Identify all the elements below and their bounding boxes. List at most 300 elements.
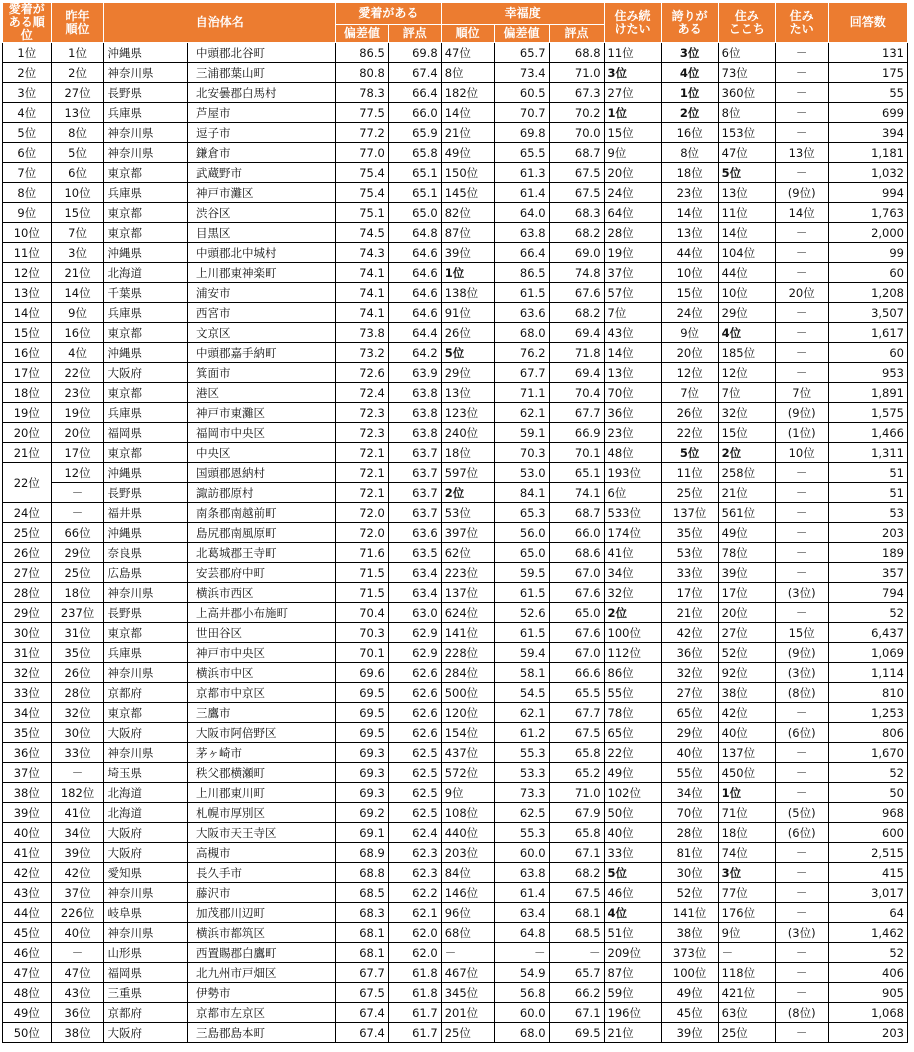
cell-happiness-deviation: 65.7 — [494, 43, 549, 63]
cell-want-to-live: － — [775, 123, 828, 143]
cell-city: 茅ヶ崎市 — [187, 743, 335, 763]
cell-happiness-rank: 201位 — [441, 1003, 494, 1023]
cell-attachment-score: 62.5 — [388, 783, 441, 803]
cell-prefecture: 東京都 — [104, 223, 188, 243]
cell-attachment-deviation: 69.5 — [336, 703, 389, 723]
cell-proud: 20位 — [661, 343, 718, 363]
cell-city: 三浦郡葉山町 — [187, 63, 335, 83]
cell-attachment-score: 64.6 — [388, 283, 441, 303]
cell-rank: 37位 — [3, 763, 52, 783]
cell-rank: 33位 — [3, 683, 52, 703]
cell-happiness-score: 67.5 — [549, 163, 604, 183]
cell-answers: 52 — [828, 763, 907, 783]
cell-want-to-live: － — [775, 523, 828, 543]
cell-happiness-deviation: 86.5 — [494, 263, 549, 283]
cell-attachment-score: 62.0 — [388, 943, 441, 963]
cell-happiness-score: 67.5 — [549, 183, 604, 203]
table-row — [3, 503, 908, 523]
cell-comfort: 92位 — [718, 663, 775, 683]
cell-happiness-rank: 146位 — [441, 883, 494, 903]
cell-happiness-rank: 82位 — [441, 203, 494, 223]
cell-want-keep-living: 7位 — [604, 303, 661, 323]
cell-comfort: 3位 — [718, 863, 775, 883]
cell-happiness-deviation: 61.5 — [494, 283, 549, 303]
cell-prefecture: 東京都 — [104, 203, 188, 223]
cell-want-to-live: － — [775, 503, 828, 523]
cell-city: 逗子市 — [187, 123, 335, 143]
cell-want-to-live: (5位) — [775, 803, 828, 823]
cell-happiness-rank: 150位 — [441, 163, 494, 183]
cell-attachment-score: 62.9 — [388, 643, 441, 663]
cell-city: 中頭郡北中城村 — [187, 243, 335, 263]
cell-prefecture: 京都府 — [104, 1003, 188, 1023]
cell-prefecture: 大阪府 — [104, 363, 188, 383]
cell-prev-rank: 35位 — [51, 643, 104, 663]
cell-happiness-rank: 397位 — [441, 523, 494, 543]
cell-rank: 47位 — [3, 963, 52, 983]
cell-answers: 175 — [828, 63, 907, 83]
cell-prefecture: 愛知県 — [104, 863, 188, 883]
cell-want-keep-living: 19位 — [604, 243, 661, 263]
cell-rank: 38位 — [3, 783, 52, 803]
cell-happiness-rank: 2位 — [441, 483, 494, 503]
cell-proud: 65位 — [661, 703, 718, 723]
cell-happiness-score: 66.6 — [549, 663, 604, 683]
cell-happiness-score: 65.8 — [549, 743, 604, 763]
cell-happiness-deviation: 70.3 — [494, 443, 549, 463]
cell-proud: 45位 — [661, 1003, 718, 1023]
cell-rank: 10位 — [3, 223, 52, 243]
cell-comfort: 450位 — [718, 763, 775, 783]
cell-city: 南条郡南越前町 — [187, 503, 335, 523]
cell-proud: 5位 — [661, 443, 718, 463]
cell-want-to-live: － — [775, 483, 828, 503]
cell-rank: 30位 — [3, 623, 52, 643]
cell-happiness-score: 65.8 — [549, 823, 604, 843]
cell-comfort: 29位 — [718, 303, 775, 323]
cell-proud: 10位 — [661, 263, 718, 283]
cell-want-to-live: － — [775, 783, 828, 803]
cell-proud: 40位 — [661, 743, 718, 763]
cell-city: 神戸市中央区 — [187, 643, 335, 663]
cell-want-keep-living: 102位 — [604, 783, 661, 803]
cell-proud: 26位 — [661, 403, 718, 423]
cell-comfort: 32位 — [718, 403, 775, 423]
cell-answers: 99 — [828, 243, 907, 263]
table-row — [3, 523, 908, 543]
cell-want-keep-living: 48位 — [604, 443, 661, 463]
table-row — [3, 383, 908, 403]
cell-happiness-rank: 87位 — [441, 223, 494, 243]
cell-comfort: 71位 — [718, 803, 775, 823]
header-want-to-live: 住み たい — [775, 3, 828, 43]
cell-prefecture: 大阪府 — [104, 1023, 188, 1043]
cell-happiness-deviation: 65.0 — [494, 543, 549, 563]
table-row — [3, 783, 908, 803]
cell-city: 諏訪郡原村 — [187, 483, 335, 503]
cell-want-keep-living: 20位 — [604, 163, 661, 183]
cell-city: 島尻郡南風原町 — [187, 523, 335, 543]
cell-happiness-rank: 25位 — [441, 1023, 494, 1043]
cell-answers: 53 — [828, 503, 907, 523]
cell-happiness-deviation: 55.3 — [494, 743, 549, 763]
cell-want-keep-living: 6位 — [604, 483, 661, 503]
cell-want-to-live: － — [775, 863, 828, 883]
cell-happiness-deviation: 68.0 — [494, 323, 549, 343]
cell-happiness-deviation: 53.0 — [494, 463, 549, 483]
cell-proud: 33位 — [661, 563, 718, 583]
cell-attachment-score: 62.3 — [388, 863, 441, 883]
cell-attachment-score: 62.5 — [388, 743, 441, 763]
cell-happiness-rank: 108位 — [441, 803, 494, 823]
cell-want-to-live: － — [775, 743, 828, 763]
cell-want-keep-living: 3位 — [604, 63, 661, 83]
cell-happiness-deviation: 69.8 — [494, 123, 549, 143]
cell-prefecture: 福岡県 — [104, 423, 188, 443]
cell-proud: 24位 — [661, 303, 718, 323]
cell-city: 三鷹市 — [187, 703, 335, 723]
cell-rank: 17位 — [3, 363, 52, 383]
cell-proud: 28位 — [661, 823, 718, 843]
table-row — [3, 603, 908, 623]
cell-happiness-rank: 154位 — [441, 723, 494, 743]
cell-proud: 8位 — [661, 143, 718, 163]
cell-answers: 60 — [828, 343, 907, 363]
cell-want-keep-living: 49位 — [604, 763, 661, 783]
cell-proud: 35位 — [661, 523, 718, 543]
table-body — [3, 43, 908, 1043]
cell-comfort: 137位 — [718, 743, 775, 763]
cell-proud: 23位 — [661, 183, 718, 203]
cell-attachment-score: 65.1 — [388, 183, 441, 203]
table-header — [3, 3, 908, 43]
cell-comfort: 421位 — [718, 983, 775, 1003]
cell-prev-rank: 42位 — [51, 863, 104, 883]
cell-want-to-live: － — [775, 463, 828, 483]
cell-attachment-deviation: 69.5 — [336, 723, 389, 743]
ranking-table — [2, 2, 908, 1043]
cell-city: 上川郡東神楽町 — [187, 263, 335, 283]
cell-city: 京都市中京区 — [187, 683, 335, 703]
cell-want-keep-living: 533位 — [604, 503, 661, 523]
cell-want-keep-living: 112位 — [604, 643, 661, 663]
cell-prev-rank: 182位 — [51, 783, 104, 803]
cell-prev-rank: － — [51, 503, 104, 523]
cell-attachment-deviation: 68.5 — [336, 883, 389, 903]
cell-want-to-live: － — [775, 83, 828, 103]
cell-proud: 11位 — [661, 463, 718, 483]
cell-prev-rank: 18位 — [51, 583, 104, 603]
cell-want-keep-living: 51位 — [604, 923, 661, 943]
cell-city: 目黒区 — [187, 223, 335, 243]
cell-want-to-live: － — [775, 543, 828, 563]
cell-happiness-deviation: 61.4 — [494, 883, 549, 903]
cell-want-to-live: － — [775, 963, 828, 983]
cell-prev-rank: 8位 — [51, 123, 104, 143]
cell-attachment-score: 63.6 — [388, 523, 441, 543]
cell-city: 北九州市戸畑区 — [187, 963, 335, 983]
cell-answers: 203 — [828, 1023, 907, 1043]
cell-prefecture: 長野県 — [104, 83, 188, 103]
cell-want-to-live: 13位 — [775, 143, 828, 163]
cell-attachment-score: 61.7 — [388, 1023, 441, 1043]
header-happiness: 幸福度 — [441, 3, 604, 25]
cell-answers: 1,208 — [828, 283, 907, 303]
cell-proud: 42位 — [661, 623, 718, 643]
cell-attachment-deviation: 70.4 — [336, 603, 389, 623]
cell-answers: 131 — [828, 43, 907, 63]
cell-attachment-score: 63.8 — [388, 403, 441, 423]
cell-prev-rank: 19位 — [51, 403, 104, 423]
table-row — [3, 463, 908, 483]
cell-proud: 25位 — [661, 483, 718, 503]
header-proud: 誇りが ある — [661, 3, 718, 43]
cell-attachment-deviation: 72.4 — [336, 383, 389, 403]
cell-rank: 7位 — [3, 163, 52, 183]
cell-prev-rank: 2位 — [51, 63, 104, 83]
cell-prefecture: 広島県 — [104, 563, 188, 583]
cell-proud: 3位 — [661, 43, 718, 63]
cell-happiness-deviation: 84.1 — [494, 483, 549, 503]
cell-happiness-deviation: 65.3 — [494, 503, 549, 523]
cell-attachment-deviation: 68.1 — [336, 923, 389, 943]
cell-prev-rank: 3位 — [51, 243, 104, 263]
cell-happiness-rank: 47位 — [441, 43, 494, 63]
cell-prefecture: 神奈川県 — [104, 883, 188, 903]
cell-city: 横浜市西区 — [187, 583, 335, 603]
cell-rank: 32位 — [3, 663, 52, 683]
cell-prev-rank: 237位 — [51, 603, 104, 623]
cell-answers: 1,462 — [828, 923, 907, 943]
table-row — [3, 443, 908, 463]
table-row — [3, 963, 908, 983]
cell-comfort: 49位 — [718, 523, 775, 543]
cell-proud: 44位 — [661, 243, 718, 263]
cell-comfort: － — [718, 943, 775, 963]
cell-rank: 1位 — [3, 43, 52, 63]
cell-want-keep-living: 46位 — [604, 883, 661, 903]
cell-comfort: 25位 — [718, 1023, 775, 1043]
cell-happiness-deviation: 62.1 — [494, 403, 549, 423]
cell-prev-rank: 1位 — [51, 43, 104, 63]
cell-happiness-rank: 240位 — [441, 423, 494, 443]
cell-answers: 2,515 — [828, 843, 907, 863]
cell-happiness-deviation: 73.3 — [494, 783, 549, 803]
cell-city: 大阪市阿倍野区 — [187, 723, 335, 743]
cell-rank: 9位 — [3, 203, 52, 223]
cell-prev-rank: 4位 — [51, 343, 104, 363]
cell-answers: 994 — [828, 183, 907, 203]
cell-city: 横浜市中区 — [187, 663, 335, 683]
cell-attachment-deviation: 69.3 — [336, 743, 389, 763]
cell-answers: 1,617 — [828, 323, 907, 343]
table-row — [3, 763, 908, 783]
cell-prev-rank: 36位 — [51, 1003, 104, 1023]
cell-happiness-rank: 62位 — [441, 543, 494, 563]
cell-happiness-deviation: 56.0 — [494, 523, 549, 543]
cell-happiness-deviation: 52.6 — [494, 603, 549, 623]
cell-attachment-deviation: 72.1 — [336, 483, 389, 503]
cell-attachment-score: 62.5 — [388, 803, 441, 823]
cell-proud: 34位 — [661, 783, 718, 803]
cell-happiness-deviation: 54.5 — [494, 683, 549, 703]
table-row — [3, 263, 908, 283]
cell-prev-rank: 33位 — [51, 743, 104, 763]
cell-comfort: 8位 — [718, 103, 775, 123]
cell-answers: 52 — [828, 943, 907, 963]
cell-prefecture: 兵庫県 — [104, 643, 188, 663]
cell-prev-rank: 15位 — [51, 203, 104, 223]
cell-happiness-score: 70.0 — [549, 123, 604, 143]
cell-attachment-deviation: 68.8 — [336, 863, 389, 883]
cell-happiness-deviation: 63.8 — [494, 863, 549, 883]
cell-comfort: 2位 — [718, 443, 775, 463]
cell-proud: 53位 — [661, 543, 718, 563]
header-comfort: 住み ここち — [718, 3, 775, 43]
cell-prefecture: 兵庫県 — [104, 183, 188, 203]
cell-answers: 60 — [828, 263, 907, 283]
cell-prev-rank: 29位 — [51, 543, 104, 563]
cell-want-keep-living: 13位 — [604, 363, 661, 383]
cell-attachment-deviation: 70.1 — [336, 643, 389, 663]
header-municipality: 自治体名 — [104, 3, 336, 43]
table-row — [3, 243, 908, 263]
cell-comfort: 74位 — [718, 843, 775, 863]
cell-answers: 794 — [828, 583, 907, 603]
cell-want-keep-living: 87位 — [604, 963, 661, 983]
cell-prefecture: 神奈川県 — [104, 663, 188, 683]
cell-attachment-deviation: 71.5 — [336, 583, 389, 603]
cell-want-to-live: (8位) — [775, 1003, 828, 1023]
cell-prefecture: 大阪府 — [104, 843, 188, 863]
cell-happiness-deviation: 53.3 — [494, 763, 549, 783]
table-row — [3, 223, 908, 243]
cell-proud: 22位 — [661, 423, 718, 443]
table-row — [3, 103, 908, 123]
cell-rank: 24位 — [3, 503, 52, 523]
cell-prefecture: 奈良県 — [104, 543, 188, 563]
cell-want-to-live: － — [775, 103, 828, 123]
cell-comfort: 15位 — [718, 423, 775, 443]
cell-want-to-live: 20位 — [775, 283, 828, 303]
cell-comfort: 52位 — [718, 643, 775, 663]
cell-happiness-score: 67.1 — [549, 1003, 604, 1023]
cell-want-keep-living: 34位 — [604, 563, 661, 583]
table-row — [3, 703, 908, 723]
cell-want-keep-living: 41位 — [604, 543, 661, 563]
cell-attachment-score: 66.0 — [388, 103, 441, 123]
cell-answers: 3,017 — [828, 883, 907, 903]
cell-answers: 1,670 — [828, 743, 907, 763]
cell-comfort: 4位 — [718, 323, 775, 343]
cell-comfort: 17位 — [718, 583, 775, 603]
cell-happiness-score: 68.2 — [549, 303, 604, 323]
cell-want-keep-living: 59位 — [604, 983, 661, 1003]
cell-want-to-live: (6位) — [775, 823, 828, 843]
cell-proud: 13位 — [661, 223, 718, 243]
cell-prefecture: 沖縄県 — [104, 243, 188, 263]
cell-proud: 16位 — [661, 123, 718, 143]
cell-attachment-deviation: 80.8 — [336, 63, 389, 83]
cell-rank: 34位 — [3, 703, 52, 723]
cell-want-to-live: (8位) — [775, 683, 828, 703]
header-happiness-deviation: 偏差値 — [494, 24, 549, 42]
cell-answers: 1,181 — [828, 143, 907, 163]
cell-prefecture: 北海道 — [104, 803, 188, 823]
cell-want-to-live: － — [775, 363, 828, 383]
cell-attachment-deviation: 75.4 — [336, 163, 389, 183]
cell-want-to-live: (1位) — [775, 423, 828, 443]
cell-attachment-deviation: 69.1 — [336, 823, 389, 843]
cell-happiness-deviation: 70.7 — [494, 103, 549, 123]
cell-attachment-score: 63.7 — [388, 443, 441, 463]
cell-happiness-score: 65.0 — [549, 603, 604, 623]
cell-happiness-rank: 228位 — [441, 643, 494, 663]
cell-prev-rank: 21位 — [51, 263, 104, 283]
cell-proud: 36位 — [661, 643, 718, 663]
cell-prefecture: 山形県 — [104, 943, 188, 963]
cell-attachment-deviation: 72.1 — [336, 463, 389, 483]
cell-happiness-rank: 182位 — [441, 83, 494, 103]
cell-rank: 46位 — [3, 943, 52, 963]
cell-happiness-rank: 91位 — [441, 303, 494, 323]
cell-happiness-deviation: 62.1 — [494, 703, 549, 723]
table-row — [3, 403, 908, 423]
table-row — [3, 423, 908, 443]
cell-comfort: 21位 — [718, 483, 775, 503]
cell-happiness-score: 71.0 — [549, 783, 604, 803]
cell-attachment-score: 62.3 — [388, 843, 441, 863]
cell-prefecture: 兵庫県 — [104, 303, 188, 323]
cell-attachment-score: 61.8 — [388, 963, 441, 983]
cell-comfort: 176位 — [718, 903, 775, 923]
cell-want-keep-living: 78位 — [604, 703, 661, 723]
cell-prev-rank: 22位 — [51, 363, 104, 383]
cell-happiness-deviation: 61.4 — [494, 183, 549, 203]
cell-happiness-deviation: 61.2 — [494, 723, 549, 743]
table-row — [3, 543, 908, 563]
cell-prev-rank: 7位 — [51, 223, 104, 243]
table-row — [3, 483, 908, 503]
cell-want-to-live: － — [775, 1023, 828, 1043]
cell-prefecture: 東京都 — [104, 703, 188, 723]
cell-city: 加茂郡川辺町 — [187, 903, 335, 923]
cell-city: 伊勢市 — [187, 983, 335, 1003]
cell-rank: 35位 — [3, 723, 52, 743]
table-row — [3, 83, 908, 103]
cell-want-keep-living: 9位 — [604, 143, 661, 163]
cell-attachment-score: 64.6 — [388, 263, 441, 283]
cell-rank: 12位 — [3, 263, 52, 283]
header-happiness-score: 評点 — [549, 24, 604, 42]
cell-attachment-deviation: 68.1 — [336, 943, 389, 963]
cell-happiness-score: 69.4 — [549, 363, 604, 383]
cell-comfort: 12位 — [718, 363, 775, 383]
cell-proud: 39位 — [661, 1023, 718, 1043]
cell-happiness-score: 68.1 — [549, 903, 604, 923]
cell-want-keep-living: 209位 — [604, 943, 661, 963]
cell-prefecture: 神奈川県 — [104, 583, 188, 603]
cell-want-to-live: － — [775, 243, 828, 263]
cell-happiness-rank: 203位 — [441, 843, 494, 863]
cell-prefecture: 三重県 — [104, 983, 188, 1003]
cell-answers: 1,253 — [828, 703, 907, 723]
cell-attachment-score: 63.4 — [388, 563, 441, 583]
cell-answers: 1,466 — [828, 423, 907, 443]
cell-attachment-score: 62.6 — [388, 683, 441, 703]
cell-prev-rank: 14位 — [51, 283, 104, 303]
cell-want-to-live: － — [775, 903, 828, 923]
